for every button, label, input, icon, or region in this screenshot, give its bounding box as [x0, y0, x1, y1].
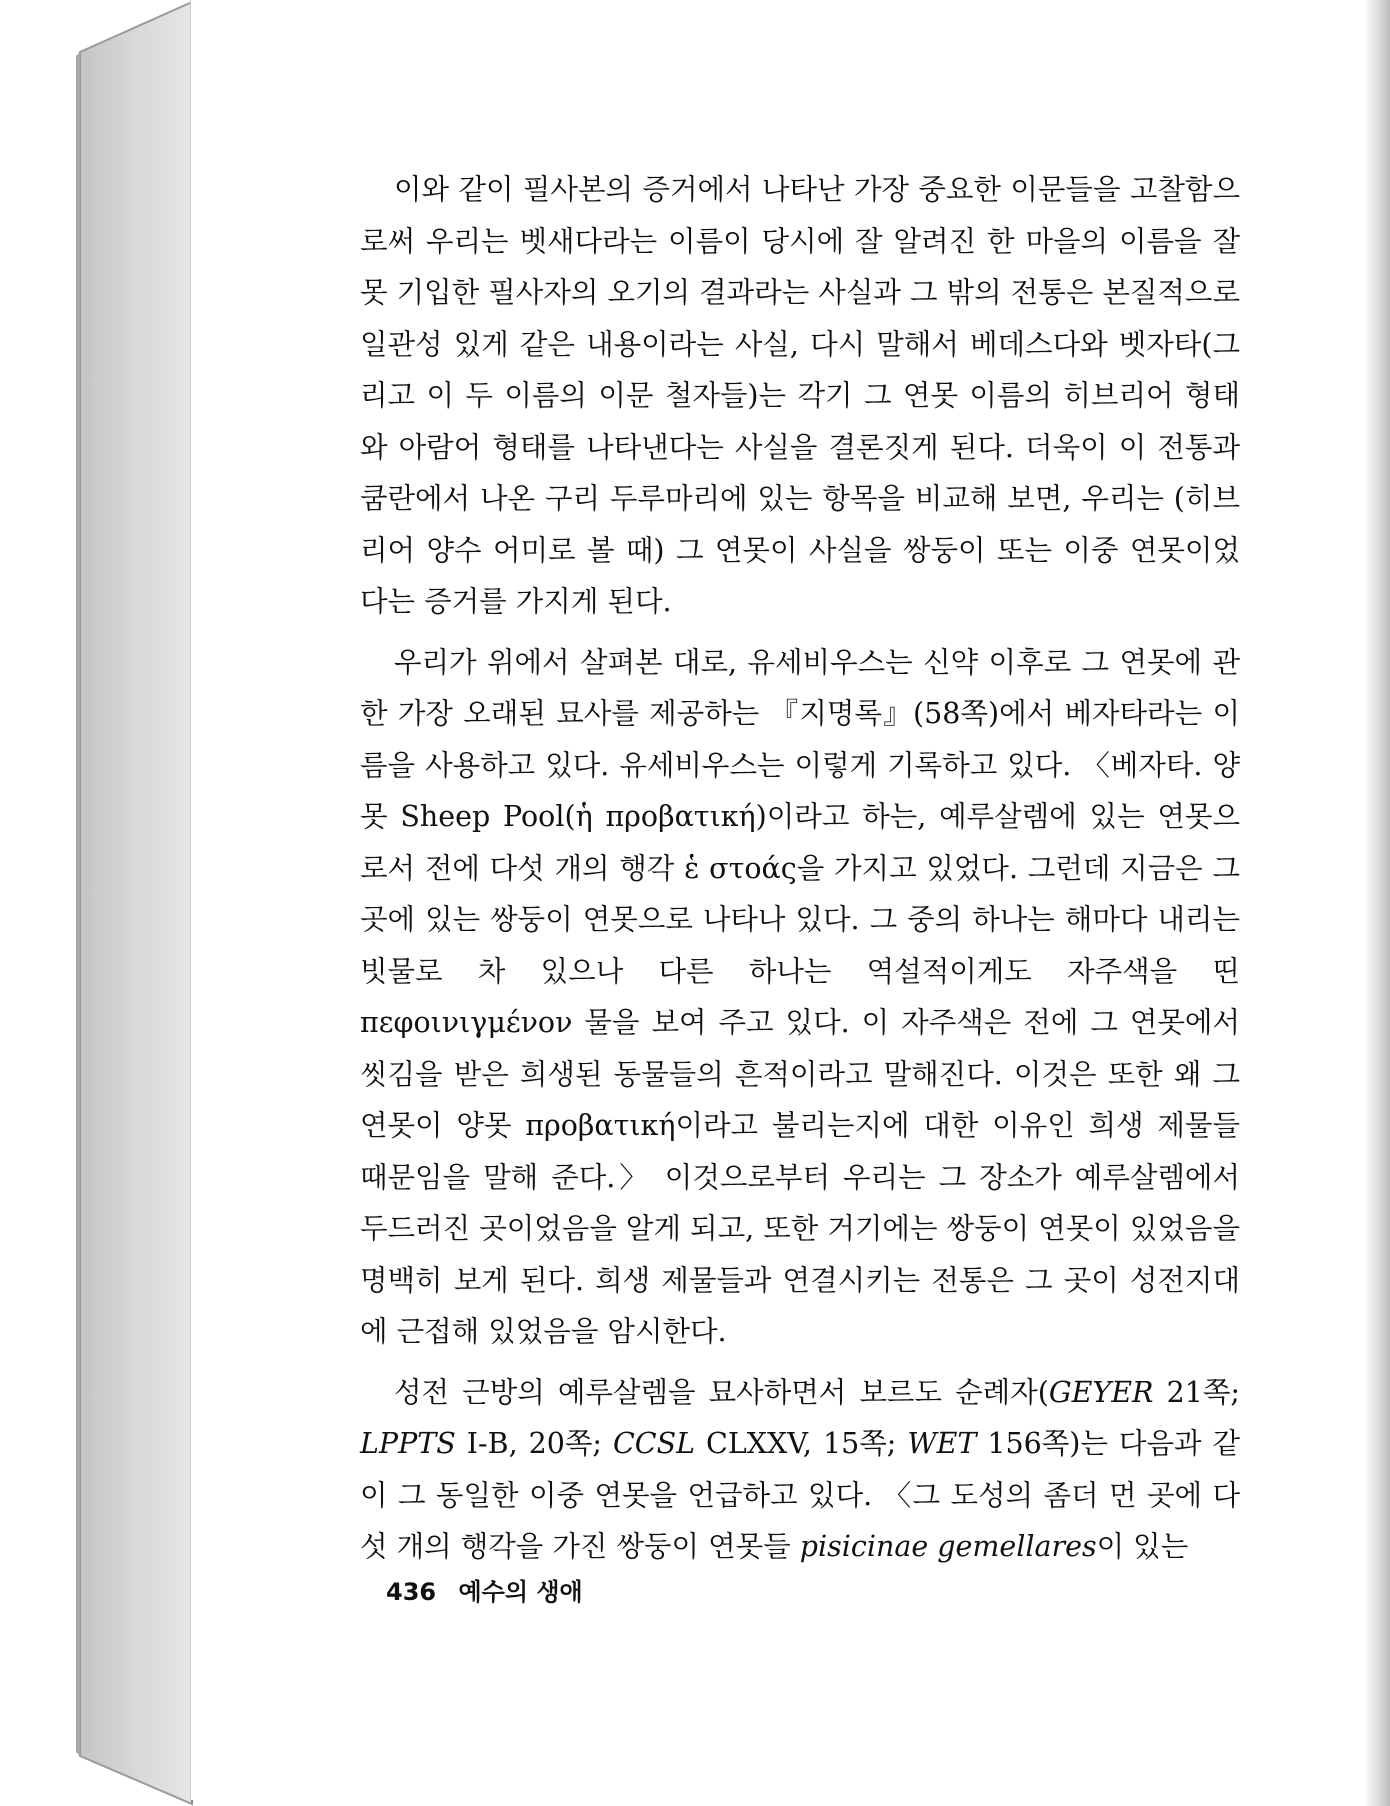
paragraph-3-text: CLXXV, 15쪽; [695, 1427, 908, 1460]
citation-lppts: LPPTS [360, 1427, 456, 1460]
page-edge-shadow [1364, 0, 1390, 1806]
citation-wet: WET [907, 1427, 977, 1460]
paragraph-3-text: 이 있는 [1096, 1530, 1189, 1563]
page-number: 436 [386, 1578, 437, 1606]
paragraph-3-text: 21쪽; [1153, 1375, 1240, 1409]
paragraph-2: 우리가 위에서 살펴본 대로, 유세비우스는 신약 이후로 그 연못에 관한 가장 오래된 묘사를 제공하는 『지명록』(58쪽)에서 베자타라는 이름을 사용하고 있다. 유세비우스는 이렇게 기록하고 있다. 〈베자타. 양못 Sheep Pool(ἡ προβατική)이라고 하는, 예루살렘에 있는 연못으로서 전에 다섯 개의 행각 ἑ στοάς을 가지고 있었다. 그런데 지금은 그 곳에 있는 쌍둥이 연못으로 나타나 있다. 그 중의 하나는 해마다 내리는 빗물로 차 있으나 다른 하나는 역설적이게도 자주색을 띤 πεφοινιγμένον 물을 보여 주고 있다. 이 자주색은 전에 그 연못에서 씻김을 받은 희생된 동물들의 흔적이라고 말해진다. 이것은 또한 왜 그 연못이 양못 προβατική이라고 불리는지에 대한 이유인 희생 제물들 때문임을 말해 준다.〉 이것으로부터 우리는 그 장소가 예루살렘에서 두드러진 곳이었음을 알게 되고, 또한 거기에는 쌍둥이 연못이 있었음을 명백히 보게 된다. 희생 제물들과 연결시키는 전통은 그 곳이 성전지대에 근접해 있었음을 암시한다. [360, 645, 1240, 1348]
paragraph-3-text: 성전 근방의 예루살렘을 묘사하면서 보르도 순례자( [394, 1375, 1049, 1409]
latin-term: pisicinae gemellares [799, 1530, 1097, 1563]
running-title: 예수의 생애 [458, 1578, 583, 1606]
book-spine-3d [0, 0, 200, 1806]
citation-geyer: GEYER [1048, 1375, 1154, 1409]
paragraph-3-text: 156쪽)는 다음과 같이 그 동일한 이중 연못을 언급하고 있다. 〈그 도성의 좀더 먼 곳에 다섯 개의 행각을 가진 쌍둥이 연못들 [360, 1427, 1241, 1563]
paragraph-1: 이와 같이 필사본의 증거에서 나타난 가장 중요한 이문들을 고찰함으로써 우리는 벳새다라는 이름이 당시에 잘 알려진 한 마을의 이름을 잘못 기입한 필사자의 오기의 결과라는 사실과 그 밖의 전통은 본질적으로 일관성 있게 같은 내용이라는 사실, 다시 말해서 베데스다와 벳자타(그리고 이 두 이름의 이문 철자들)는 각기 그 연못 이름의 히브리어 형태와 아람어 형태를 나타낸다는 사실을 결론짓게 된다. 더욱이 이 전통과 쿰란에서 나온 구리 두루마리에 있는 항목을 비교해 보면, 우리는 (히브리어 양수 어미로 볼 때) 그 연못이 사실을 쌍둥이 또는 이중 연못이었다는 증거를 가지게 된다. [360, 173, 1240, 618]
paragraph-3-text: I-B, 20쪽; [455, 1427, 613, 1460]
page-footer [386, 1572, 583, 1607]
citation-ccsl: CCSL [612, 1427, 696, 1460]
paragraph-3 [360, 1367, 1240, 1573]
body-text [360, 164, 1240, 1573]
